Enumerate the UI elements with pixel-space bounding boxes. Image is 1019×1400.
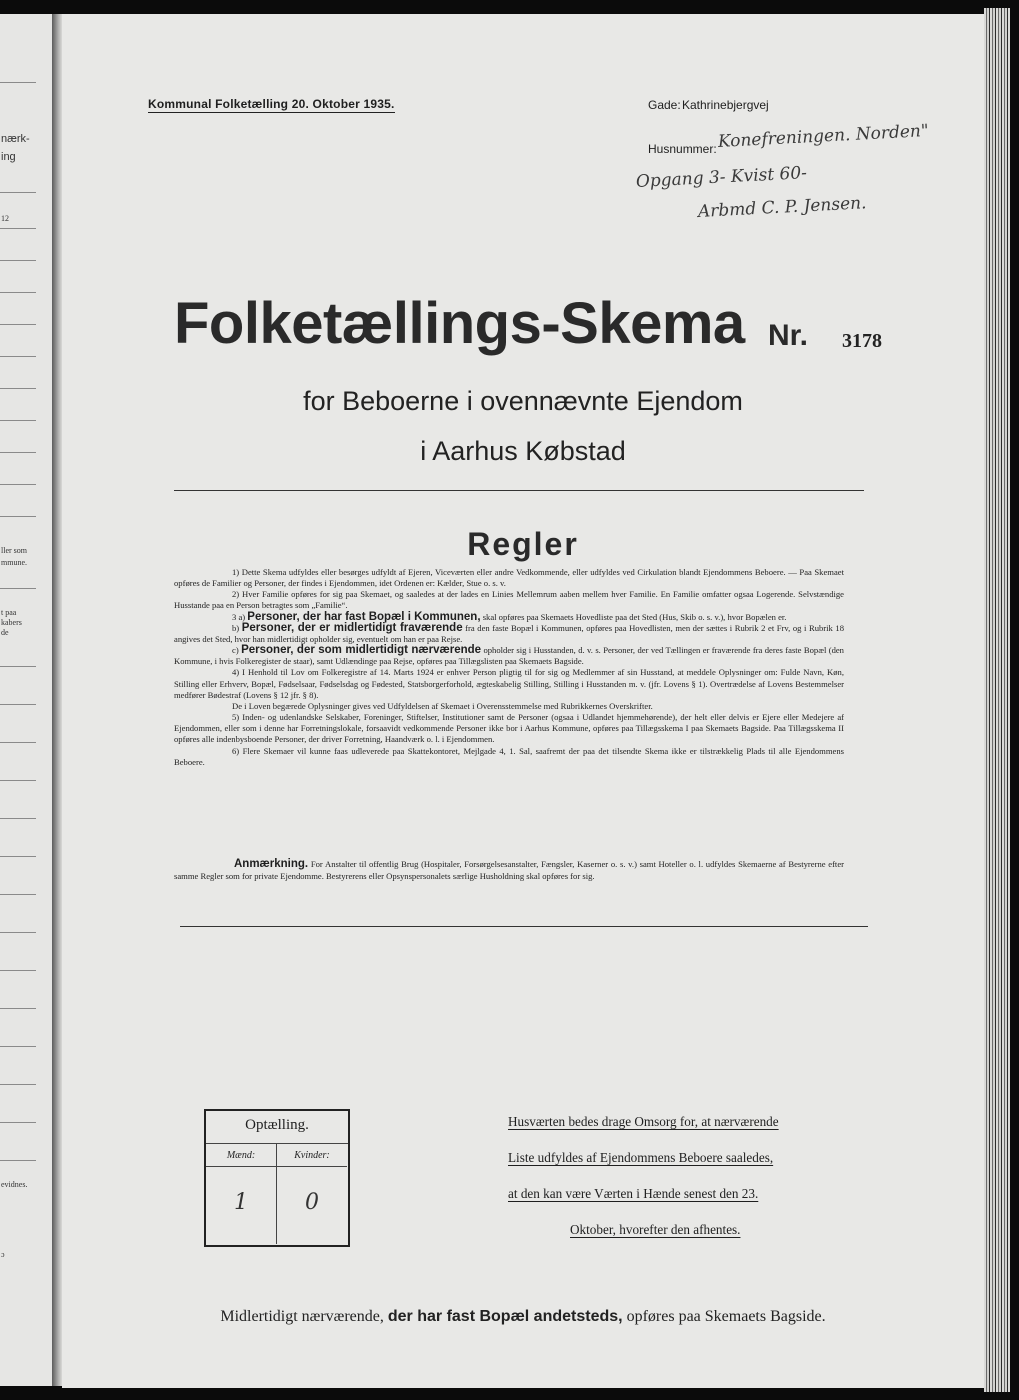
handwritten-address-line: Opgang 3- Kvist 60- [635, 163, 808, 192]
rules-text [174, 567, 844, 768]
left-fragment: ing [1, 151, 16, 163]
footer-pre: Midlertidigt nærværende, [220, 1308, 388, 1325]
women-count: 0 [305, 1190, 319, 1215]
rule-3c [174, 645, 844, 667]
footer-bold: der har fast Bopæl andetsteds, [387, 1308, 623, 1325]
men-label: Mænd: [226, 1150, 256, 1161]
rule-4: 4) I Henhold til Lov om Folkeregistre af 14. Marts 1924 er enhver Person pligtig til for sig og Medlemmer af sin Husstand, at meddele Oplysninger om: Fulde Navn, Køn, Stilling eller Erhverv, Bopæl, Fødselsaar, Fødselsdag og Fødested, Statsborgerforhold, ægteskabelig Stilling, Stilling i Husstanden m. v. (jfr. Lovens § 1). Overtrædelse af Lovens Bestemmelser medfører Bødestraf (Lovens § 12 jfr. § 8). [174, 667, 844, 700]
page-stack-edge [984, 8, 1010, 1392]
handwritten-address-line: Konefreningen. Norden" [717, 120, 930, 152]
rules-heading: Regler [467, 526, 579, 562]
rule-2: 2) Hver Familie opføres for sig paa Skemaet, og saaledes at der lades en Linies Mellemrum aaben mellem hver Familie. En Familie omfatter ogsaa Logerende. Selvstændige Husstande paa en Person betragtes som „Familie“. [174, 589, 844, 611]
left-fragment: 12 [1, 214, 9, 223]
women-column [277, 1144, 347, 1244]
rule-3c-number: c) [232, 645, 239, 656]
left-fragment: t paa [1, 608, 17, 617]
adjacent-page-fragment [0, 14, 52, 1386]
rule-3c-text: opholder sig i Husstanden, d. v. s. Personer, der ved Tællingen er fraværende fra deres faste Bopæl (den Kommune, i hvis Folkeregister de staar), samt Udlændinge paa Rejse, opføres paa Tillægslisten paa Skemaets Bagside. [174, 645, 844, 667]
left-fragment: kabers [1, 618, 22, 627]
notice-line: at den kan være Værten i Hænde senest den 23. [508, 1186, 759, 1201]
form-subtitle: for Beboerne i ovennævnte Ejendom [303, 386, 743, 416]
rule-3a-heading: Personer, der har fast Bopæl i Kommunen, [247, 610, 481, 623]
left-fragment: de [1, 628, 9, 637]
left-fragment: ɔ [1, 1250, 5, 1259]
form-subtitle-city: i Aarhus Købstad [420, 436, 626, 466]
left-fragment: ller som [1, 546, 27, 555]
remark-heading: Anmærkning. [234, 858, 309, 870]
left-fragment: evidnes. [1, 1180, 28, 1189]
women-label: Kvinder: [294, 1150, 330, 1161]
rule-3a-number: 3 a) [232, 611, 246, 622]
rule-3a-text: skal opføres paa Skemaets Hovedliste paa det Sted (Hus, Skib o. s. v.), hvor Bopælen er. [482, 611, 787, 622]
rule-3b [174, 623, 844, 645]
book-gutter [52, 14, 62, 1386]
rule-4b: De i Loven begærede Oplysninger gives ved Udfyldelsen af Skemaet i Overensstemmelse med Rubrikkernes Overskrifter. [232, 700, 653, 711]
notice-line: Liste udfyldes af Ejendommens Beboere saaledes, [508, 1150, 774, 1165]
form-title: Folketællings-Skema [174, 291, 745, 356]
notice-line: Husværten bedes drage Omsorg for, at nærværende [508, 1114, 779, 1129]
street-value: Kathrinebjergvej [682, 98, 769, 112]
left-fragment: nærk- [1, 133, 30, 145]
handwritten-address-line: Arbmd C. P. Jensen. [697, 193, 867, 222]
footer-note [62, 1308, 984, 1326]
men-count: 1 [234, 1190, 248, 1215]
count-box-title: Optælling. [245, 1117, 309, 1133]
divider [180, 926, 868, 927]
rule-6: 6) Flere Skemaer vil kunne faas udleverede paa Skattekontoret, Mejlgade 4, 1. Sal, saafremt der paa det tilsendte Skema ikke er tilstrækkelig Plads til alle Ejendommens Beboere. [174, 745, 844, 767]
notice-line: Oktober, hvorefter den afhentes. [570, 1222, 741, 1237]
footer-post: opføres paa Skemaets Bagside. [622, 1308, 826, 1325]
men-column [206, 1144, 277, 1244]
street-label: Gade: [648, 98, 681, 112]
rule-3b-text: fra den faste Bopæl i Kommunen, opføres paa Hovedlisten, men der sættes i Rubrik 2 et Frv, og i Rubrik 18 angives det Sted, hvor han midlertidigt opholder sig, eventuelt om han er paa Rejse. [174, 622, 844, 644]
remark-text: For Anstalter til offentlig Brug (Hospitaler, Forsørgelsesanstalter, Fængsler, Kaserner o. s. v.) samt Hoteller o. l. udfyldes Skemaerne af Bestyrerne efter samme Regler som for private Ejendomme. Bestyrerens eller Opsynspersonalets særlige Husholdning skal opføres for sig. [174, 859, 844, 881]
rule-5: 5) Inden- og udenlandske Selskaber, Foreninger, Stiftelser, Institutioner samt de Personer (ogsaa i Udlandet hjemmehørende), der helt eller delvis er Ejere eller Medejere af Ejendommen, eller som i denne har Forretningslokale, forsaavidt vedkommende Personer ikke bor i Aarhus Kommune, opføres paa Tillægsskema I paa Skemaets Bagside. Paa Tillægsskema II opføres alle indenbysboende Personer, der driver Forretning, Haandværk o. l. i Ejendommen. [174, 712, 844, 745]
rule-3c-heading: Personer, der som midlertidigt nærværende [241, 644, 482, 657]
left-fragment: mmune. [1, 558, 27, 567]
rule-3b-heading: Personer, der er midlertidigt fraværende [241, 621, 463, 634]
census-form-page [62, 14, 984, 1388]
divider [174, 490, 864, 491]
house-number-label: Husnummer: [648, 142, 717, 156]
form-number-label: Nr. [768, 319, 809, 352]
census-header: Kommunal Folketælling 20. Oktober 1935. [148, 97, 395, 111]
count-box [204, 1109, 350, 1247]
rule-1: 1) Dette Skema udfyldes eller besørges udfyldt af Ejeren, Viceværten eller andre Vedkommende, eller udfyldes ved Cirkulation blandt Ejendommens Beboere. — Paa Skemaet opføres de Familier og Personer, der findes i Ejendommen, idet Ordenen er: Kælder, Stue o. s. v. [174, 567, 844, 589]
rule-3b-number: b) [232, 622, 240, 633]
remark [174, 859, 844, 882]
form-number-value: 3178 [842, 330, 882, 352]
